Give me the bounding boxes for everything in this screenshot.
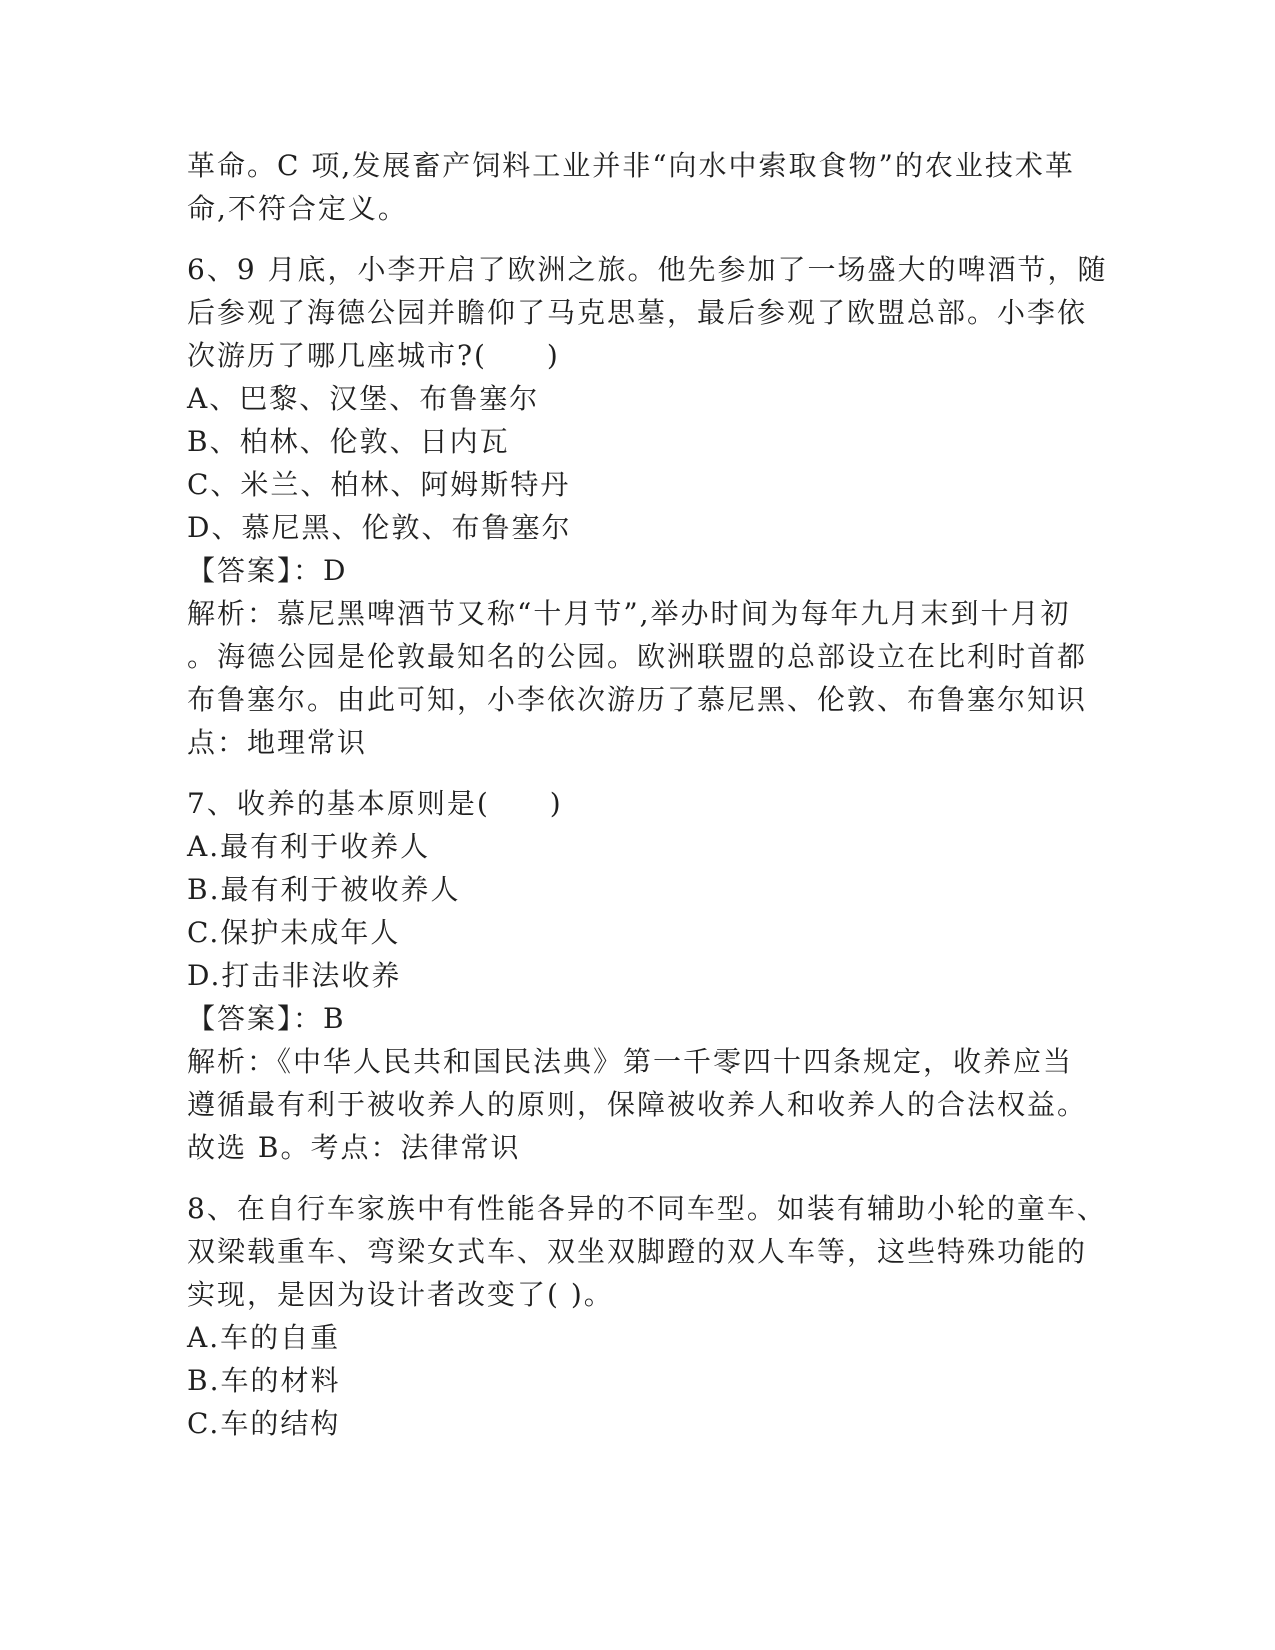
option-c: C.车的结构	[187, 1407, 341, 1440]
explanation-line: 故选 B。考点：法律常识	[187, 1131, 521, 1164]
question-stem-line: 实现，是因为设计者改变了( )。	[187, 1278, 614, 1311]
option-d: D、慕尼黑、伦敦、布鲁塞尔	[187, 511, 572, 544]
option-c: C、米兰、柏林、阿姆斯特丹	[187, 468, 571, 501]
question-6	[187, 248, 1108, 764]
explanation-line: 。海德公园是伦敦最知名的公园。欧洲联盟的总部设立在比利时首都	[187, 640, 1088, 673]
text-line: 命,不符合定义。	[187, 192, 408, 225]
question-stem-line: 6、9 月底，小李开启了欧洲之旅。他先参加了一场盛大的啤酒节，随	[187, 253, 1108, 286]
option-c: C.保护未成年人	[187, 916, 401, 949]
option-d: D.打击非法收养	[187, 959, 402, 992]
question-8	[187, 1187, 1107, 1445]
question-stem-line: 双梁载重车、弯梁女式车、双坐双脚蹬的双人车等，这些特殊功能的	[187, 1235, 1088, 1268]
option-a: A、巴黎、汉堡、布鲁塞尔	[187, 382, 540, 415]
prev-explanation	[187, 144, 1087, 230]
explanation-line: 解析：《中华人民共和国民法典》第一千零四十四条规定，收养应当	[187, 1045, 1074, 1078]
answer-line: 【答案】：B	[187, 1002, 346, 1035]
question-7	[187, 782, 1087, 1169]
option-a: A.最有利于收养人	[187, 830, 431, 863]
question-stem-line: 后参观了海德公园并瞻仰了马克思墓，最后参观了欧盟总部。小李依	[187, 296, 1088, 329]
document-page	[187, 144, 1108, 1445]
option-b: B.车的材料	[187, 1364, 341, 1397]
question-stem-line: 7、收养的基本原则是( )	[187, 787, 563, 820]
text-line: 革命。C 项,发展畜产饲料工业并非“向水中索取食物”的农业技术革	[187, 149, 1075, 182]
explanation-line: 遵循最有利于被收养人的原则，保障被收养人和收养人的合法权益。	[187, 1088, 1088, 1121]
question-stem-line: 次游历了哪几座城市?( )	[187, 339, 560, 372]
option-b: B.最有利于被收养人	[187, 873, 461, 906]
question-stem-line: 8、在自行车家族中有性能各异的不同车型。如装有辅助小轮的童车、	[187, 1192, 1107, 1225]
explanation-line: 解析：慕尼黑啤酒节又称“十月节”,举办时间为每年九月末到十月初	[187, 597, 1071, 630]
option-b: B、柏林、伦敦、日内瓦	[187, 425, 510, 458]
answer-line: 【答案】：D	[187, 554, 348, 587]
explanation-line: 布鲁塞尔。由此可知，小李依次游历了慕尼黑、伦敦、布鲁塞尔知识	[187, 683, 1088, 716]
option-a: A.车的自重	[187, 1321, 341, 1354]
explanation-line: 点：地理常识	[187, 726, 368, 759]
